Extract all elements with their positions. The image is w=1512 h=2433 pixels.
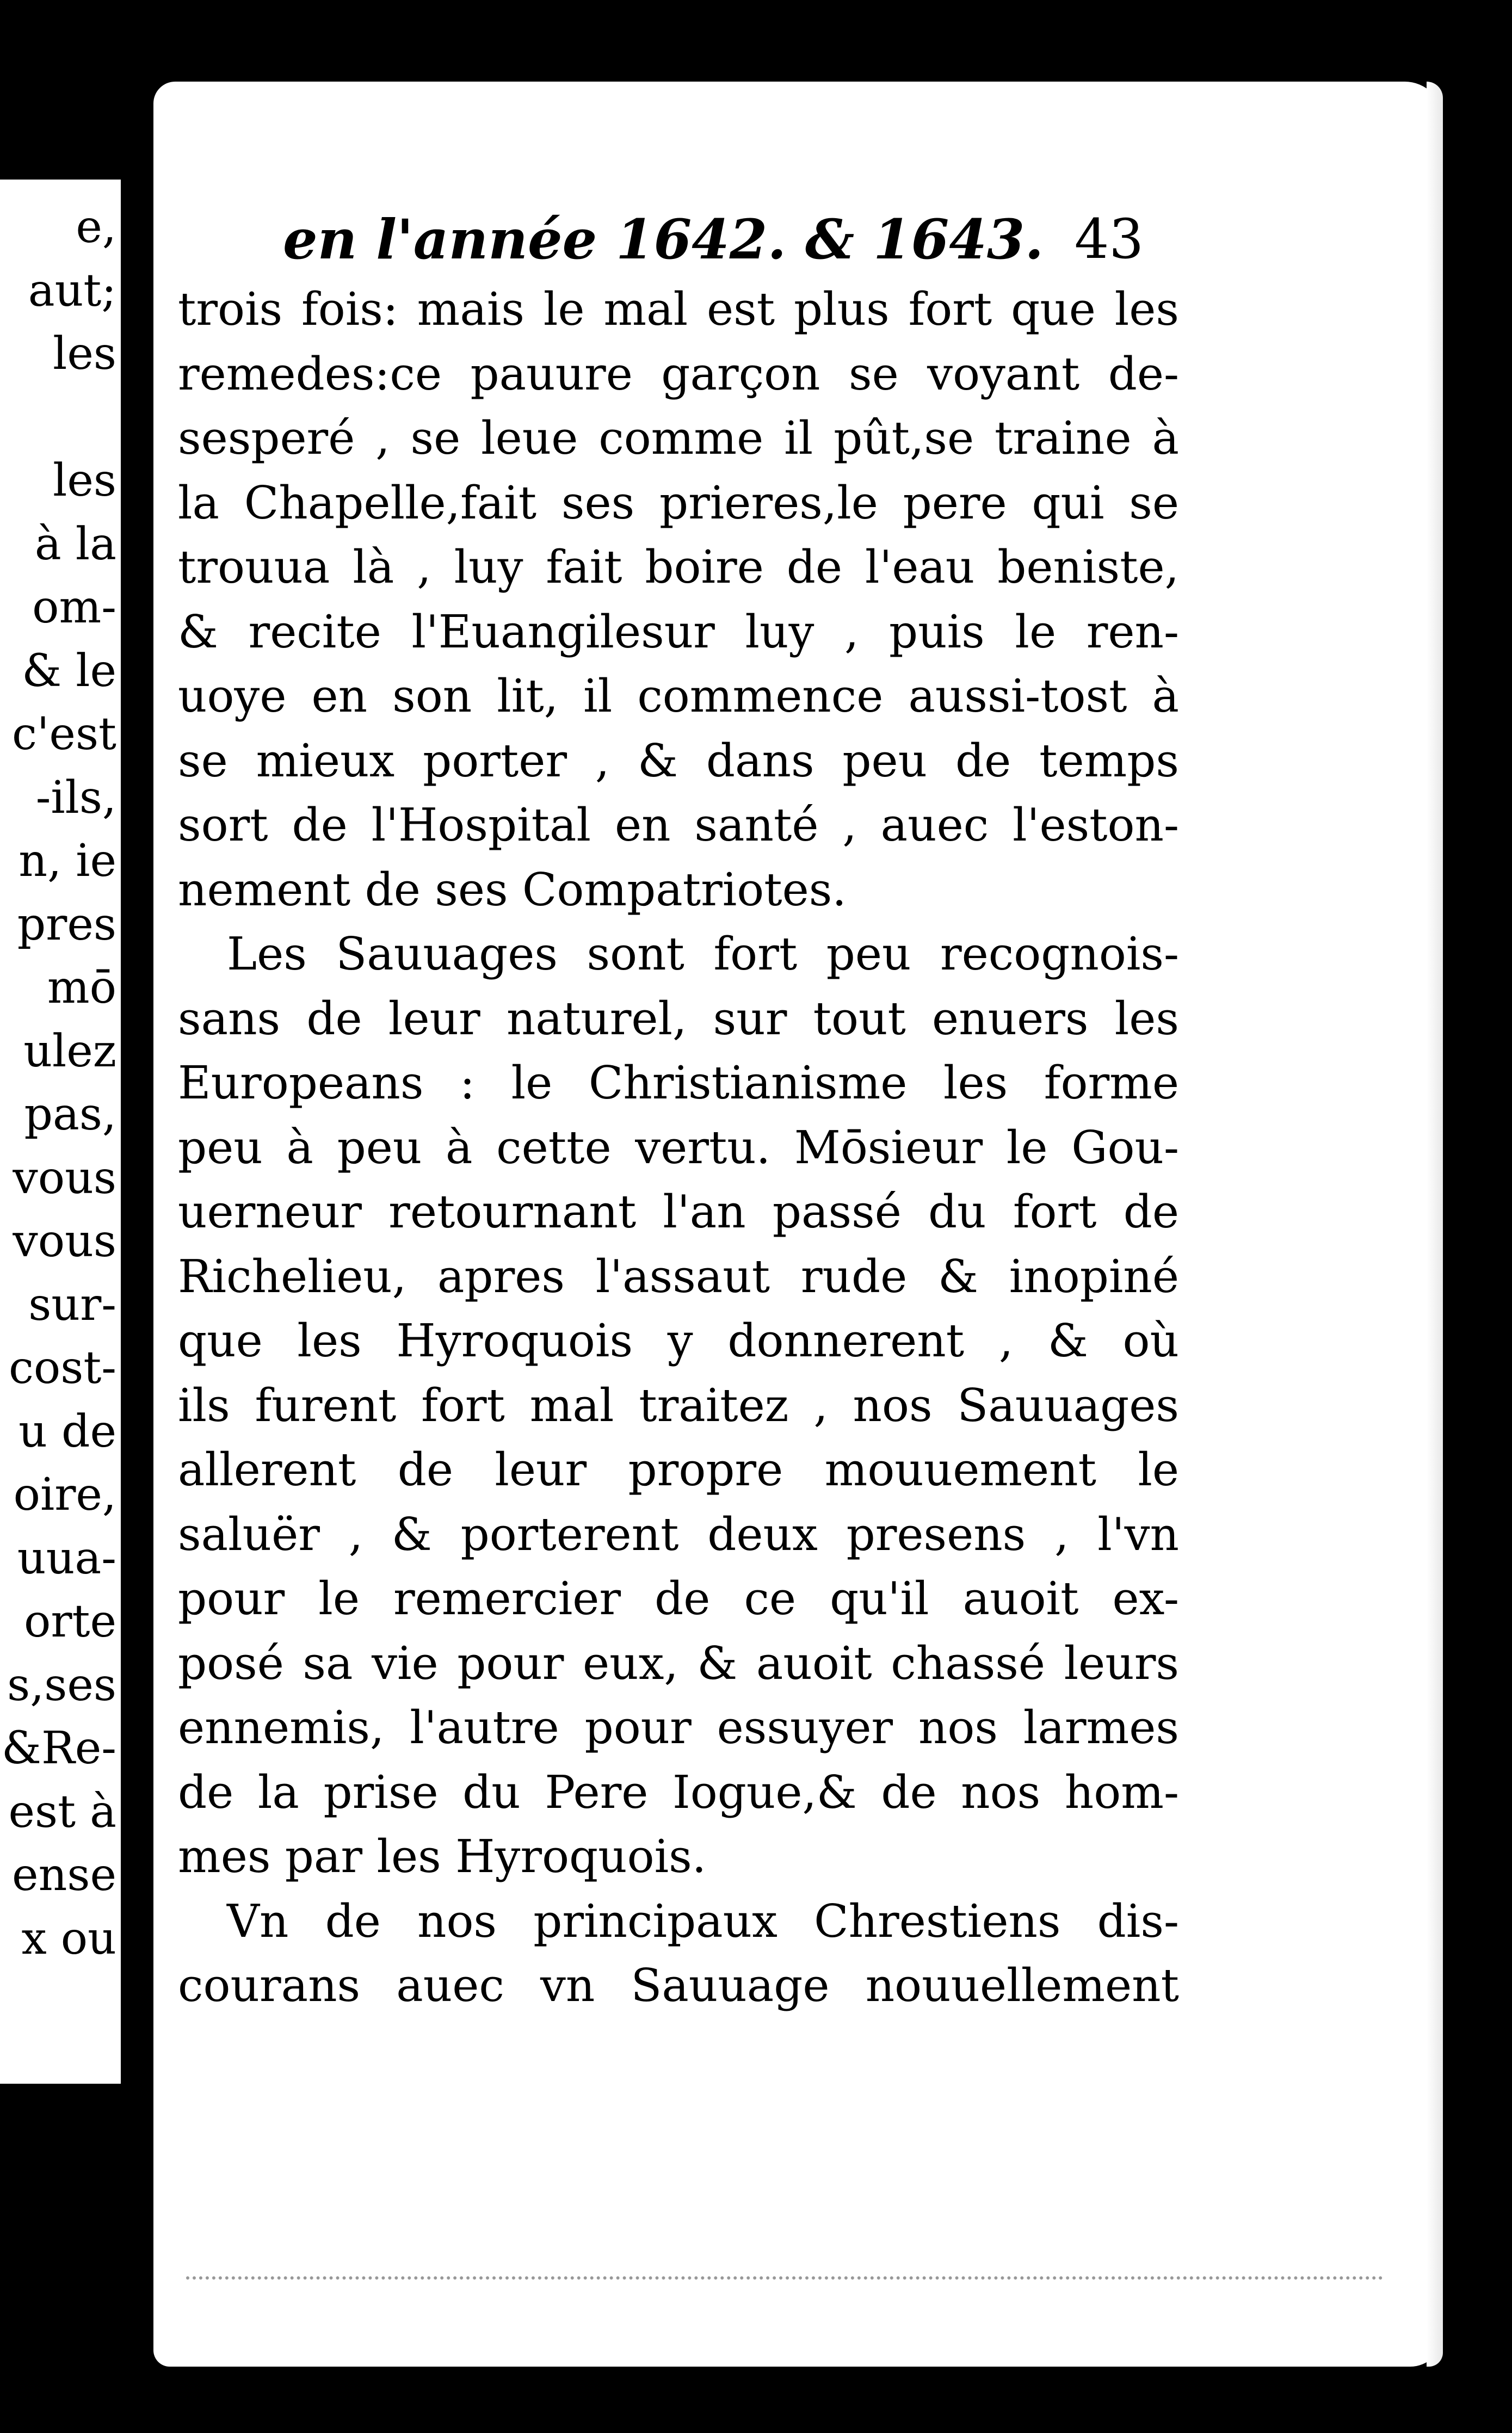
text-line: ils furent fort mal traitez , nos Sauuages — [178, 1379, 1179, 1432]
facing-page-line: n, ie — [18, 835, 116, 887]
text-line: remedes:ce pauure garçon se voyant de- — [178, 347, 1179, 400]
facing-page-line: & le — [22, 645, 116, 697]
text-line: saluër , & porterent deux presens , l'vn — [178, 1508, 1179, 1561]
text-line: allerent de leur propre mouuement le — [178, 1443, 1179, 1496]
text-line: la Chapelle,fait ses prieres,le pere qui se — [178, 476, 1179, 529]
text-line: Europeans : le Christianisme les forme — [178, 1057, 1179, 1109]
facing-page-strip — [0, 0, 131, 2433]
text-line: & recite l'Euangilesur luy , puis le ren- — [178, 605, 1179, 658]
facing-page-line: u de — [18, 1405, 116, 1458]
body-text — [178, 277, 1179, 2018]
facing-page-line: x ou — [21, 1912, 116, 1965]
facing-page-line: est à — [8, 1786, 116, 1838]
facing-page-line: e, — [76, 201, 116, 253]
facing-page-text — [0, 196, 121, 1971]
text-line: Richelieu, apres l'assaut rude & inopiné — [178, 1250, 1179, 1303]
book-page — [153, 82, 1443, 2367]
facing-page-line: uua- — [17, 1532, 116, 1584]
text-line: sort de l'Hospital en santé , auec l'eston- — [178, 799, 1179, 851]
text-line: sesperé , se leue comme il pût,se traine à — [178, 412, 1179, 465]
text-line: que les Hyroquois y donnerent , & où — [178, 1314, 1179, 1367]
facing-page-line: vous — [13, 1215, 116, 1267]
text-line: mes par les Hyroquois. — [178, 1830, 707, 1883]
facing-page-line: vous — [13, 1152, 116, 1204]
text-line: trois fois: mais le mal est plus fort que les — [178, 283, 1179, 336]
page-gutter — [121, 0, 153, 2433]
text-line: trouua là , luy fait boire de l'eau beniste, — [178, 541, 1179, 594]
facing-page-line: cost- — [8, 1342, 116, 1394]
facing-page-line: &Re- — [2, 1722, 116, 1774]
page-edge — [1427, 82, 1443, 2367]
facing-page-line: ense — [12, 1849, 116, 1901]
text-line: uerneur retournant l'an passé du fort de — [178, 1185, 1179, 1238]
text-line: Vn de nos principaux Chrestiens dis- — [227, 1894, 1179, 1948]
facing-page-line: aut; — [28, 264, 116, 317]
text-line: courans auec vn Sauuage nouuellement — [178, 1959, 1179, 2012]
facing-page-line: mō — [47, 962, 116, 1014]
text-line: posé sa vie pour eux, & auoit chassé leurs — [178, 1637, 1179, 1690]
facing-page-line: oire, — [13, 1469, 116, 1521]
text-line: de la prise du Pere Iogue,& de nos hom- — [178, 1765, 1179, 1819]
text-line: uoye en son lit, il commence aussi-tost à — [178, 670, 1179, 723]
paragraph — [178, 277, 1179, 922]
page-number: 43 — [1074, 207, 1144, 271]
bottom-edge-specks — [186, 2269, 1383, 2280]
facing-page-line: pas, — [24, 1089, 116, 1140]
running-head: en l'année 1642. & 1643. — [283, 207, 1044, 271]
facing-page-line: les — [53, 328, 116, 380]
facing-page-line: s,ses — [7, 1659, 116, 1711]
text-line: nement de ses Compatriotes. — [178, 863, 847, 916]
facing-page-line: c'est — [11, 708, 116, 760]
facing-page-line: om- — [32, 582, 116, 633]
facing-page-line: les — [53, 455, 116, 507]
text-line: ennemis, l'autre pour essuyer nos larmes — [178, 1701, 1179, 1754]
text-line: se mieux porter , & dans peu de temps — [178, 734, 1179, 787]
paragraph — [178, 1889, 1179, 2018]
facing-page-line — [0, 386, 121, 450]
text-line: peu à peu à cette vertu. Mōsieur le Gou- — [178, 1121, 1179, 1174]
facing-page-line: pres — [17, 898, 116, 950]
facing-page-line: -ils, — [35, 771, 116, 824]
facing-page-line: ulez — [23, 1025, 116, 1077]
text-line: Les Sauuages sont fort peu recognois- — [227, 928, 1179, 980]
paragraph — [178, 922, 1179, 1889]
text-line: sans de leur naturel, sur tout enuers les — [178, 992, 1179, 1045]
facing-page-line: à la — [34, 518, 116, 570]
text-line: pour le remercier de ce qu'il auoit ex- — [178, 1572, 1179, 1625]
facing-page-line: orte — [23, 1596, 116, 1647]
facing-page-line: sur- — [28, 1279, 116, 1331]
